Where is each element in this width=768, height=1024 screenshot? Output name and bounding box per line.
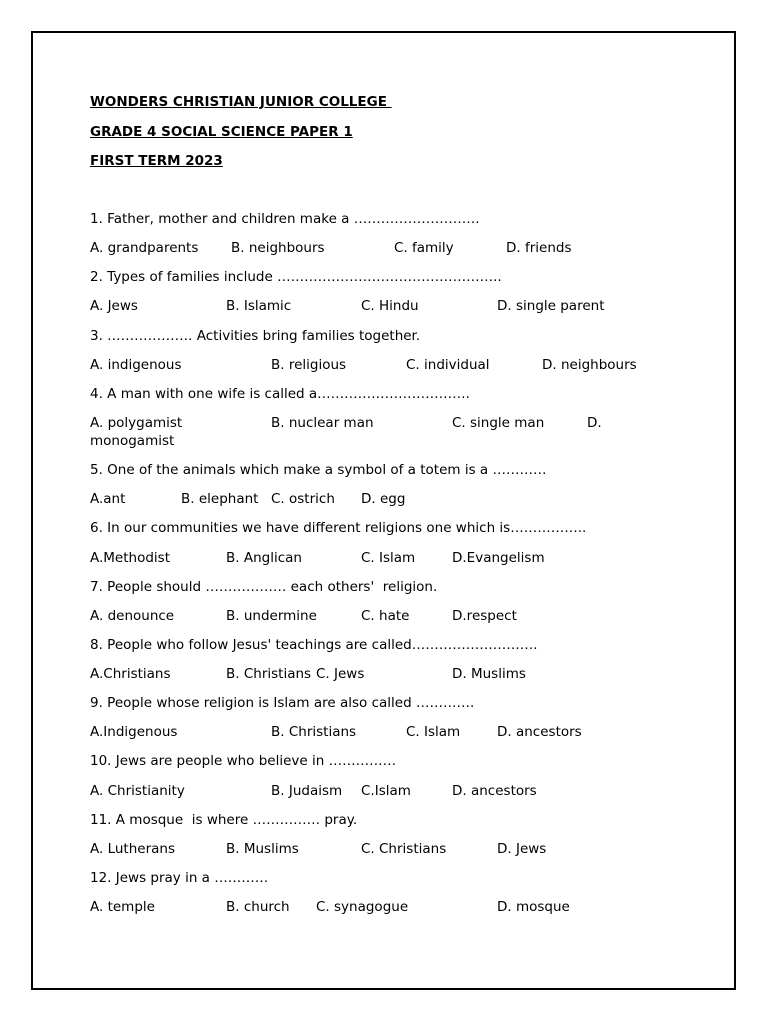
question-12-option-c: C. synagogue — [316, 899, 409, 915]
question-1-option-d: D. friends — [506, 240, 572, 256]
question-3-option-b: B. religious — [271, 357, 347, 373]
question-1-text: 1. Father, mother and children make a ………………………. — [90, 211, 480, 227]
question-10-option-a: A. Christianity — [90, 783, 185, 799]
question-6-option-a: A.Methodist — [90, 550, 170, 566]
paper-title: GRADE 4 SOCIAL SCIENCE PAPER 1 — [90, 124, 353, 140]
question-9-option-b: B. Christians — [271, 724, 357, 740]
question-2-option-c: C. Hindu — [361, 298, 419, 314]
question-4-text: 4. A man with one wife is called a……………………………. — [90, 386, 470, 402]
question-9-option-a: A.Indigenous — [90, 724, 178, 740]
question-10-option-d: D. ancestors — [452, 783, 537, 799]
question-5-option-d: D. egg — [361, 491, 406, 507]
question-11-text: 11. A mosque is where …………… pray. — [90, 812, 358, 828]
term-title: FIRST TERM 2023 — [90, 153, 223, 169]
question-4-option-c: C. single man — [452, 415, 545, 431]
question-7-option-d: D.respect — [452, 608, 517, 624]
question-3-option-c: C. individual — [406, 357, 490, 373]
question-1-option-a: A. grandparents — [90, 240, 199, 256]
question-2-option-d: D. single parent — [497, 298, 605, 314]
question-4-option-d-text: monogamist — [90, 433, 175, 449]
question-6-option-c: C. Islam — [361, 550, 416, 566]
school-name: WONDERS CHRISTIAN JUNIOR COLLEGE — [90, 94, 392, 110]
question-10-option-b: B. Judaism — [271, 783, 343, 799]
question-2-option-b: B. Islamic — [226, 298, 292, 314]
question-3-option-d: D. neighbours — [542, 357, 637, 373]
question-4-option-b: B. nuclear man — [271, 415, 374, 431]
question-7-option-b: B. undermine — [226, 608, 317, 624]
question-7-option-a: A. denounce — [90, 608, 175, 624]
question-6-text: 6. In our communities we have different religions one which is…………….. — [90, 520, 587, 536]
question-4-option-a: A. polygamist — [90, 415, 183, 431]
question-9-text: 9. People whose religion is Islam are also called …………. — [90, 695, 475, 711]
question-5-text: 5. One of the animals which make a symbol of a totem is a ………… — [90, 462, 547, 478]
question-3-text: 3. ………………. Activities bring families together. — [90, 328, 421, 344]
question-12-option-d: D. mosque — [497, 899, 570, 915]
question-12-text: 12. Jews pray in a ………… — [90, 870, 269, 886]
question-11-option-d: D. Jews — [497, 841, 547, 857]
question-3-option-a: A. indigenous — [90, 357, 182, 373]
question-2-text: 2. Types of families include ………………………………………….. — [90, 269, 502, 285]
question-12-option-b: B. church — [226, 899, 290, 915]
question-5-option-a: A.ant — [90, 491, 126, 507]
question-10-option-c: C.Islam — [361, 783, 411, 799]
question-12-option-a: A. temple — [90, 899, 155, 915]
question-8-text: 8. People who follow Jesus' teachings are called………………………. — [90, 637, 538, 653]
question-6-option-b: B. Anglican — [226, 550, 302, 566]
question-9-option-d: D. ancestors — [497, 724, 582, 740]
question-8-option-b: B. Christians — [226, 666, 312, 682]
question-11-option-b: B. Muslims — [226, 841, 299, 857]
question-11-option-c: C. Christians — [361, 841, 447, 857]
question-8-option-c: C. Jews — [316, 666, 365, 682]
question-5-option-c: C. ostrich — [271, 491, 335, 507]
question-8-option-d: D. Muslims — [452, 666, 526, 682]
question-1-option-c: C. family — [394, 240, 454, 256]
question-10-text: 10. Jews are people who believe in …………… — [90, 753, 397, 769]
question-6-option-d: D.Evangelism — [452, 550, 545, 566]
question-4-option-d: D. — [587, 415, 602, 431]
question-7-text: 7. People should ……………… each others' religion. — [90, 579, 438, 595]
question-11-option-a: A. Lutherans — [90, 841, 175, 857]
question-9-option-c: C. Islam — [406, 724, 461, 740]
question-2-option-a: A. Jews — [90, 298, 138, 314]
question-7-option-c: C. hate — [361, 608, 410, 624]
question-1-option-b: B. neighbours — [231, 240, 325, 256]
question-8-option-a: A.Christians — [90, 666, 171, 682]
question-5-option-b: B. elephant — [181, 491, 259, 507]
